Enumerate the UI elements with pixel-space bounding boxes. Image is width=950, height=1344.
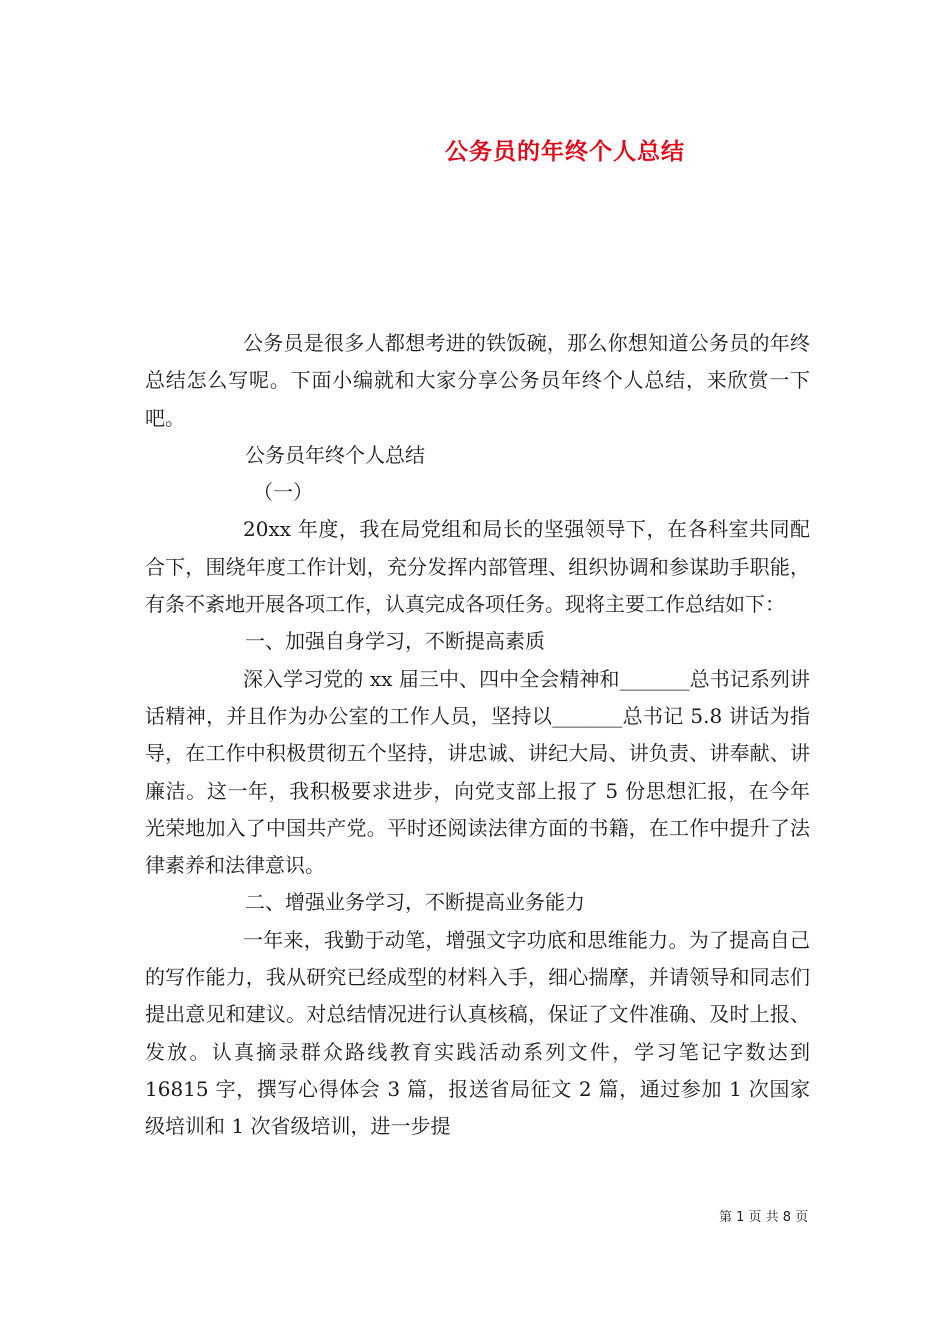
paragraph-intro: 公务员是很多人都想考进的铁饭碗，那么你想知道公务员的年终总结怎么写呢。下面小编就和大家分享公务员年终个人总结，来欣赏一下吧。 (145, 331, 810, 430)
document-title: 公务员的年终个人总结 (445, 138, 685, 165)
subheading-two: 二、增强业务学习，不断提高业务能力 (245, 890, 585, 915)
part-label: （一） (253, 480, 313, 505)
subheading-one: 一、加强自身学习，不断提高素质 (245, 629, 545, 654)
section-heading: 公务员年终个人总结 (245, 442, 425, 467)
page-number: 第 1 页 共 8 页 (719, 1210, 809, 1225)
document-body (145, 325, 810, 1146)
paragraph-overview: 20xx 年度，我在局党组和局长的坚强领导下，在各科室共同配合下，围绕年度工作计划，充分发挥内部管理、组织协调和参谋助手职能，有条不紊地开展各项工作，认真完成各项任务。现将主要工作总结如下： (145, 517, 810, 617)
paragraph-business: 一年来，我勤于动笔，增强文字功底和思维能力。为了提高自己的写作能力，我从研究已经成型的材料入手，细心揣摩，并请领导和同志们提出意见和建议。对总结情况进行认真核稿，保证了文件准确、及时上报、发放。认真摘录群众路线教育实践活动系列文件，学习笔记字数达到 16815 字，撰写心得体会 3 篇，报送省局征文 2 篇，通过参加 1 次国家级培训和 1 次省级培训，进一步提 (145, 927, 810, 1139)
paragraph-study: 深入学习党的 xx 届三中、四中全会精神和_______总书记系列讲话精神，并且作为办公室的工作人员，坚持以_______总书记 5.8 讲话为指导，在工作中积极贯彻五个坚持，讲忠诚、讲纪大局、讲负责、讲奉献、讲廉洁。这一年，我积极要求进步，向党支部上报了 5 份思想汇报，在今年光荣地加入了中国共产党。平时还阅读法律方面的书籍，在工作中提升了法律素养和法律意识。 (145, 666, 810, 878)
